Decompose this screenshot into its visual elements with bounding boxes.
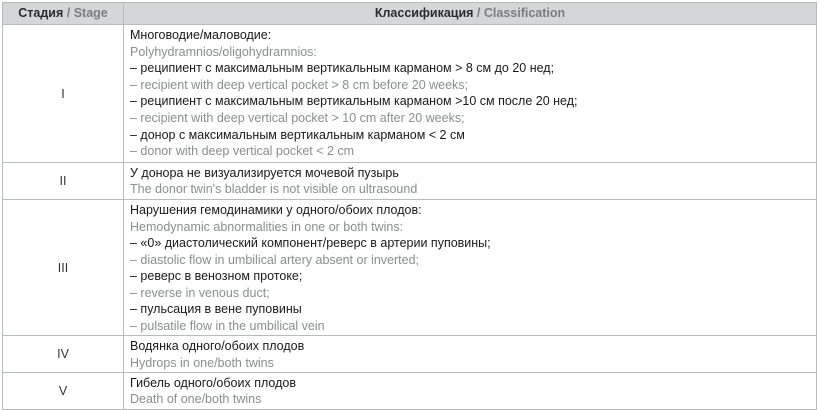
criterion-text-en: – recipient with deep vertical pocket > 10 cm after 20 weeks; [130, 110, 465, 125]
table-row [3, 336, 817, 372]
header-separator: / [63, 6, 74, 21]
classification-cell [124, 372, 817, 409]
criterion-text-en: Hemodynamic abnormalities in one or both twins: [130, 219, 404, 234]
table-row [3, 25, 817, 163]
table-row [3, 372, 817, 409]
stage-cell: II [3, 162, 124, 199]
criterion-text-ru: – «0» диастолический компонент/реверс в артерии пуповины; [130, 236, 491, 251]
stage-cell: IV [3, 336, 124, 372]
criterion-text-en: Polyhydramnios/oligohydramnios: [130, 44, 317, 59]
criterion-text-ru: Нарушения гемодинамики у одного/обоих плодов: [130, 202, 422, 217]
criterion-text-ru: – реципиент с максимальным вертикальным карманом > 8 см до 20 нед; [130, 61, 555, 76]
classification-cell [124, 25, 817, 163]
criterion-text-ru: Водянка одного/обоих плодов [130, 339, 305, 354]
classification-header-ru: Классификация [374, 6, 474, 21]
table-header-row [3, 3, 817, 25]
criterion-text-ru: Гибель одного/обоих плодов [130, 375, 296, 390]
staging-table [2, 2, 817, 410]
classification-cell [124, 336, 817, 372]
classification-cell [124, 162, 817, 199]
stage-header-en: Stage [73, 6, 108, 21]
stage-cell: I [3, 25, 124, 163]
criterion-text-ru: У донора не визуализируется мочевой пузырь [130, 165, 399, 180]
stage-cell: III [3, 199, 124, 335]
stage-column-header [3, 3, 124, 25]
criterion-text-en: – diastolic flow in umbilical artery absent or inverted; [130, 252, 420, 267]
criterion-text-en: Hydrops in one/both twins [130, 355, 274, 370]
classification-header-en: Classification [483, 6, 566, 21]
criterion-text-ru: – реципиент с максимальным вертикальным карманом >10 см после 20 нед; [130, 94, 578, 109]
classification-cell [124, 199, 817, 335]
classification-column-header [124, 3, 817, 25]
criterion-text-en: – pulsatile flow in the umbilical vein [130, 319, 325, 334]
criterion-text-en: The donor twin's bladder is not visible on ultrasound [130, 182, 418, 197]
table-row [3, 162, 817, 199]
criterion-text-ru: – реверс в венозном протоке; [130, 269, 303, 284]
criterion-text-ru: – донор с максимальным вертикальным карманом < 2 см [130, 127, 465, 142]
header-separator: / [473, 6, 484, 21]
table-row [3, 199, 817, 335]
stage-cell: V [3, 372, 124, 409]
criterion-text-en: – donor with deep vertical pocket < 2 cm [130, 144, 355, 159]
stage-header-ru: Стадия [18, 6, 64, 21]
criterion-text-en: – recipient with deep vertical pocket > 8 cm before 20 weeks; [130, 77, 469, 92]
criterion-text-en: – reverse in venous duct; [130, 285, 270, 300]
criterion-text-en: Death of one/both twins [130, 392, 262, 407]
table-body [3, 25, 817, 410]
criterion-text-ru: – пульсация в вене пуповины [130, 302, 302, 317]
criterion-text-ru: Многоводие/маловодие: [130, 28, 272, 42]
